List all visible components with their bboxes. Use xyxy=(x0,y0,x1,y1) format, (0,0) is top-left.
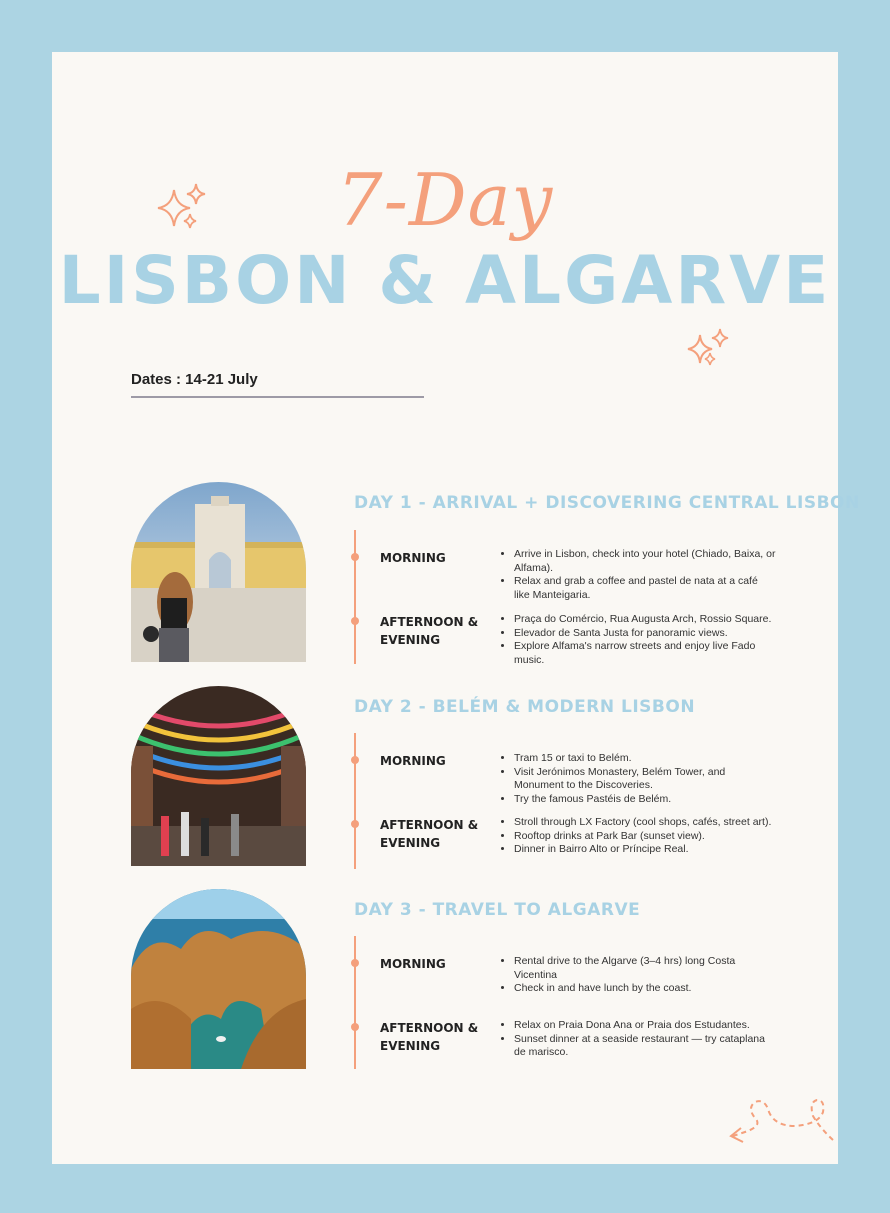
day1-photo-arch xyxy=(131,482,306,662)
day2-morning-label: MORNING xyxy=(380,754,446,768)
list-item: • Stroll through LX Factory (cool shops, cafés, street art). xyxy=(514,816,776,830)
day1-afternoon-list xyxy=(496,613,776,667)
title-script: 7-Day xyxy=(336,158,554,242)
day3-title: DAY 3 - TRAVEL TO ALGARVE xyxy=(354,900,641,920)
list-item: • Try the famous Pastéis de Belém. xyxy=(514,793,776,807)
day1-morning-list xyxy=(496,548,776,602)
list-item: • Rooftop drinks at Park Bar (sunset view). xyxy=(514,830,776,844)
day1-afternoon-label: AFTERNOON & EVENING xyxy=(380,615,479,647)
timeline-dot xyxy=(351,756,359,764)
day2-afternoon-list xyxy=(496,816,776,857)
timeline-dot xyxy=(351,1023,359,1031)
sparkle-icon xyxy=(686,327,736,372)
list-item: • Explore Alfama's narrow streets and enjoy live Fado music. xyxy=(514,640,776,667)
list-item: • Dinner in Bairro Alto or Príncipe Real. xyxy=(514,843,776,857)
dashed-arrow-icon xyxy=(725,1088,840,1148)
day3-afternoon-list xyxy=(496,1019,776,1060)
day3-morning-label: MORNING xyxy=(380,957,446,971)
day1-title: DAY 1 - ARRIVAL + DISCOVERING CENTRAL LISBON xyxy=(354,493,860,513)
day2-morning-list xyxy=(496,752,776,806)
day3-photo-arch xyxy=(131,889,306,1069)
day3-afternoon-label: AFTERNOON & EVENING xyxy=(380,1021,479,1053)
list-item: • Sunset dinner at a seaside restaurant — try cataplana de marisco. xyxy=(514,1033,776,1060)
timeline-dot xyxy=(351,553,359,561)
list-item: • Praça do Comércio, Rua Augusta Arch, Rossio Square. xyxy=(514,613,776,627)
day2-afternoon-label: AFTERNOON & EVENING xyxy=(380,818,479,850)
page-title: LISBON & ALGARVE xyxy=(58,242,832,319)
timeline-dot xyxy=(351,820,359,828)
day1-timeline xyxy=(354,530,356,664)
dates-label: Dates : 14-21 July xyxy=(131,371,258,388)
list-item: • Check in and have lunch by the coast. xyxy=(514,982,776,996)
list-item: • Tram 15 or taxi to Belém. xyxy=(514,752,776,766)
day2-title: DAY 2 - BELÉM & MODERN LISBON xyxy=(354,697,696,717)
list-item: • Relax on Praia Dona Ana or Praia dos Estudantes. xyxy=(514,1019,776,1033)
day1-morning-label: MORNING xyxy=(380,551,446,565)
list-item: • Rental drive to the Algarve (3–4 hrs) long Costa Vicentina xyxy=(514,955,776,982)
timeline-dot xyxy=(351,617,359,625)
day2-timeline xyxy=(354,733,356,869)
day3-morning-list xyxy=(496,955,776,996)
list-item: • Arrive in Lisbon, check into your hotel (Chiado, Baixa, or Alfama). xyxy=(514,548,776,575)
day2-photo-arch xyxy=(131,686,306,866)
list-item: • Elevador de Santa Justa for panoramic views. xyxy=(514,627,776,641)
list-item: • Relax and grab a coffee and pastel de nata at a café like Manteigaria. xyxy=(514,575,776,602)
dates-underline xyxy=(131,396,424,398)
day3-timeline xyxy=(354,936,356,1069)
list-item: • Visit Jerónimos Monastery, Belém Tower, and Monument to the Discoveries. xyxy=(514,766,776,793)
timeline-dot xyxy=(351,959,359,967)
